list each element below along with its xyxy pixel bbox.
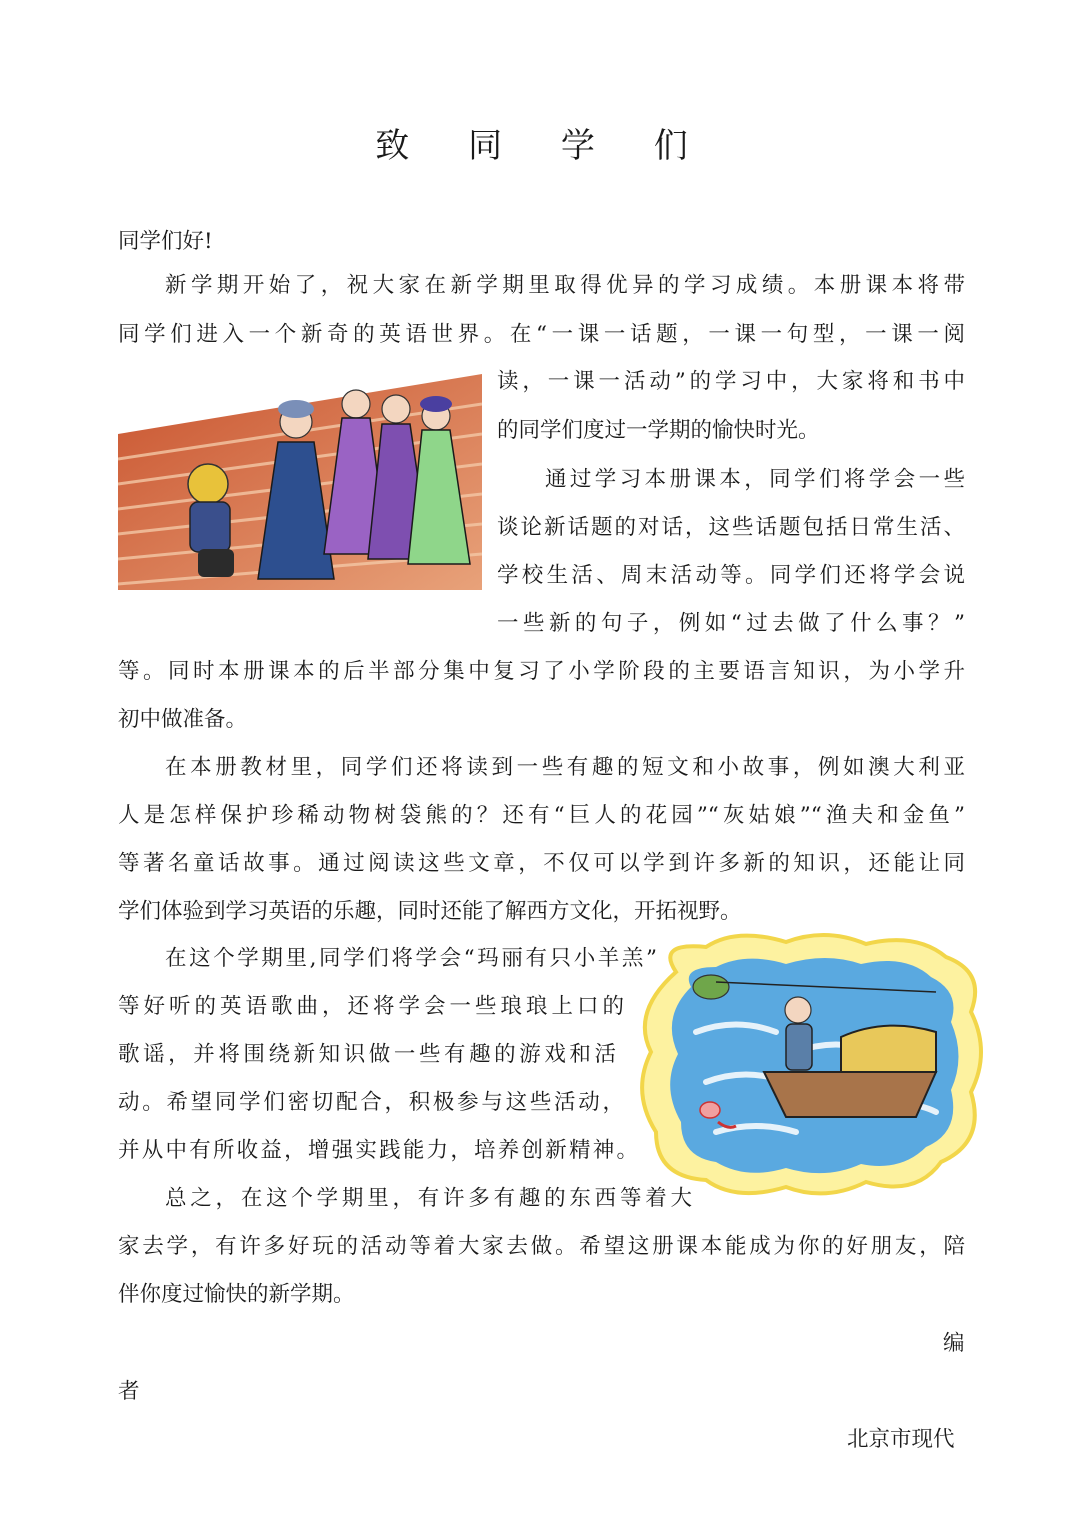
paragraph-line: 等著名童话故事。通过阅读这些文章，不仅可以学到许多新的知识，还能让同 [118,851,965,876]
signature-editor-1: 编 [943,1331,965,1356]
paragraph-line: 通过学习本册课本，同学们将学会一些 [545,467,965,492]
fisherman-illustration [636,932,987,1202]
paragraph-line: 在这个学期里,同学们将学会“玛丽有只小羊羔” [165,946,657,971]
paragraph-line: 一些新的句子，例如“过去做了什么事？” [497,611,965,636]
page-title: 致 同 学 们 [375,126,712,166]
paragraph-line: 学们体验到学习英语的乐趣，同时还能了解西方文化，开拓视野。 [118,899,742,924]
greeting: 同学们好! [118,229,213,254]
signature-publisher: 北京市现代 [847,1427,955,1452]
paragraph-line: 人是怎样保护珍稀动物树袋熊的？还有“巨人的花园”“灰姑娘”“渔夫和金鱼” [118,803,965,828]
paragraph-line: 歌谣，并将围绕新知识做一些有趣的游戏和活 [118,1042,616,1067]
paragraph-line: 等。同时本册课本的后半部分集中复习了小学阶段的主要语言知识，为小学升 [118,659,965,684]
paragraph-line: 在本册教材里，同学们还将读到一些有趣的短文和小故事，例如澳大利亚 [165,755,965,780]
paragraph-line: 家去学，有许多好玩的活动等着大家去做。希望这册课本能成为你的好朋友，陪 [118,1234,965,1259]
paragraph-line: 新学期开始了，祝大家在新学期里取得优异的学习成绩。本册课本将带 [165,273,965,298]
paragraph-line: 初中做准备。 [118,707,248,732]
paragraph-line: 的同学们度过一学期的愉快时光。 [497,418,820,443]
paragraph-line: 谈论新话题的对话，这些话题包括日常生活、 [497,515,965,540]
signature-editor-2: 者 [118,1379,140,1404]
paragraph-line: 伴你度过愉快的新学期。 [118,1282,355,1307]
paragraph-line: 总之，在这个学期里，有许多有趣的东西等着大 [165,1186,692,1211]
paragraph-line: 读，一课一活动”的学习中，大家将和书中 [497,369,965,394]
paragraph-line: 同学们进入一个新奇的英语世界。在“一课一话题，一课一句型，一课一阅 [118,322,965,347]
cinderella-illustration [118,364,482,590]
paragraph-line: 等好听的英语歌曲，还将学会一些琅琅上口的 [118,994,624,1019]
paragraph-line: 并从中有所收益，增强实践能力，培养创新精神。 [118,1138,638,1163]
paragraph-line: 学校生活、周末活动等。同学们还将学会说 [497,563,965,588]
paragraph-line: 动。希望同学们密切配合，积极参与这些活动， [118,1090,624,1115]
